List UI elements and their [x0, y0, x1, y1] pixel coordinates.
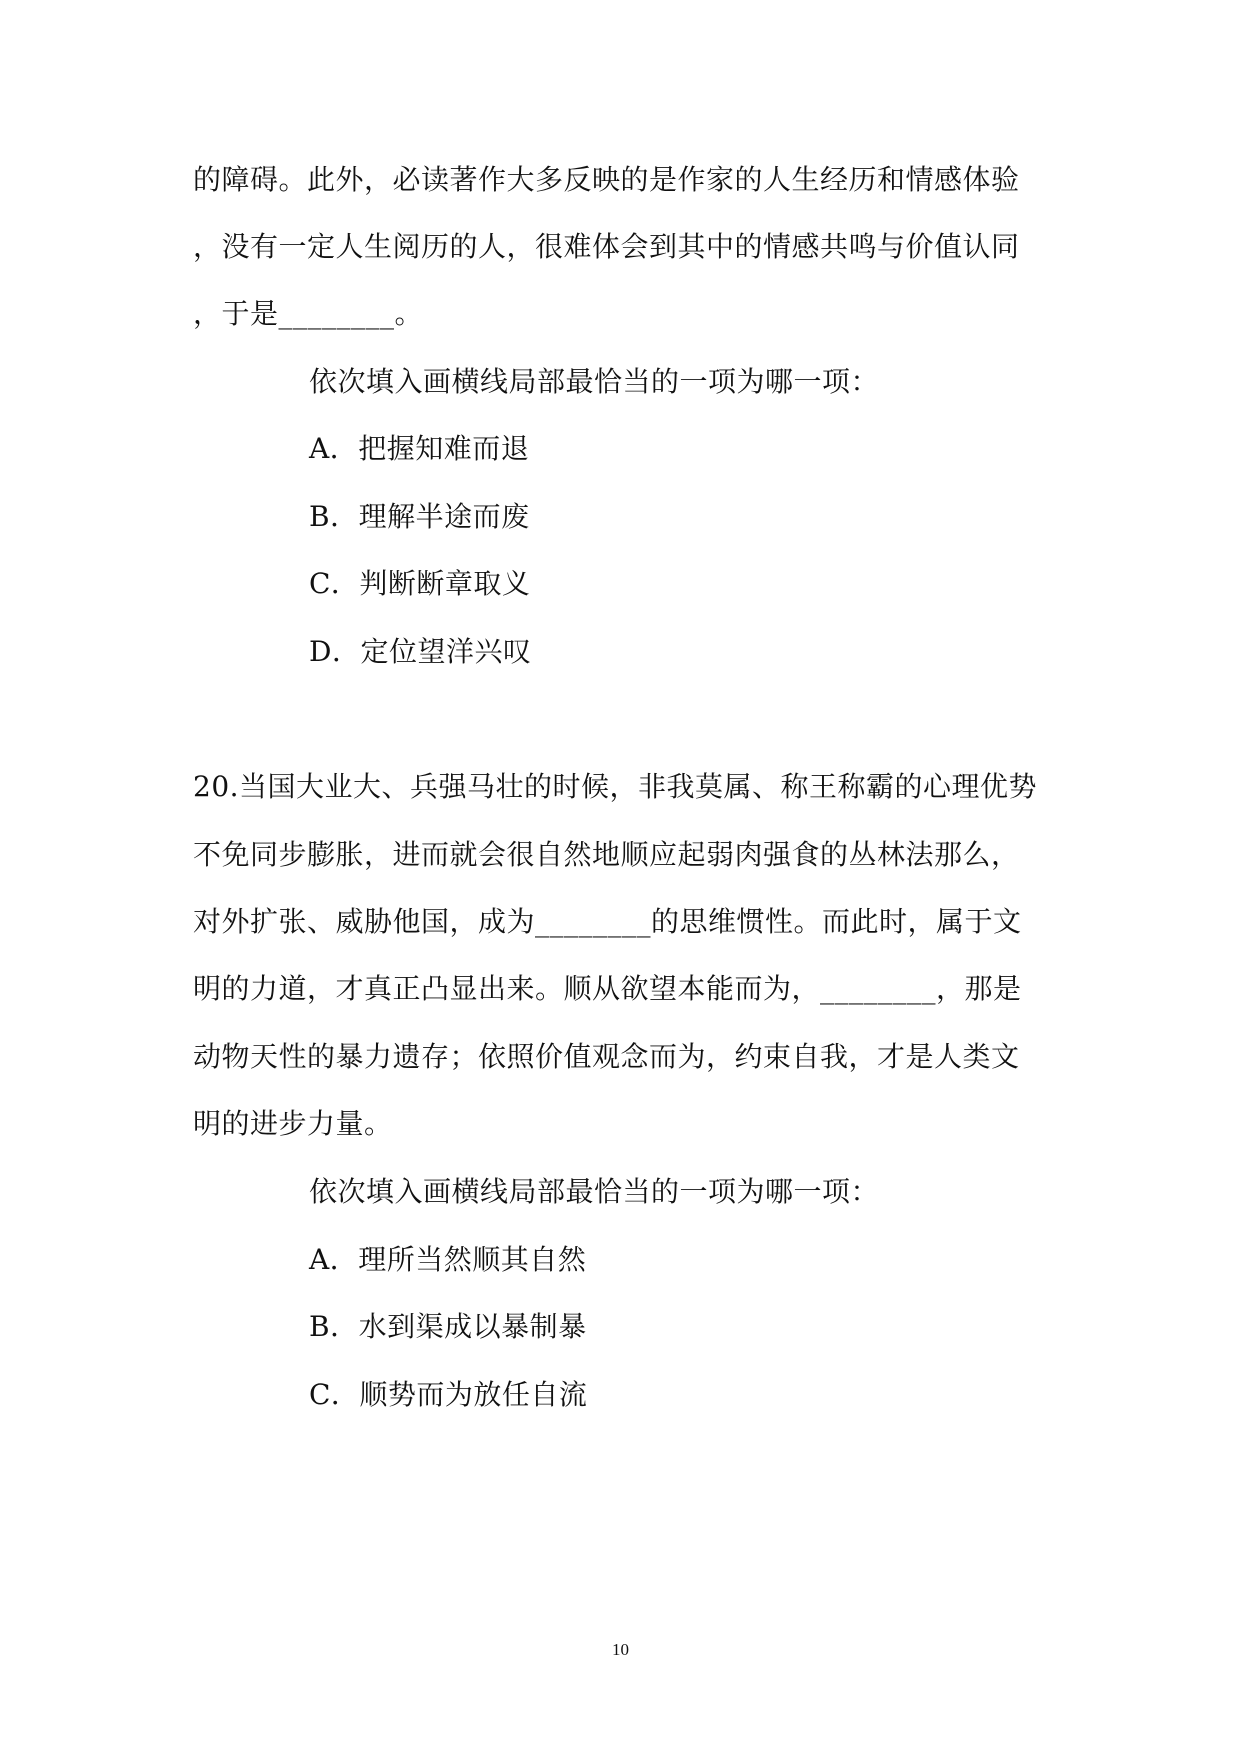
q20-text-line-1: 20.当国大业大、兵强马壮的时候，非我莫属、称王称霸的心理优势 [193, 770, 1038, 803]
q20-option-a: A．理所当然顺其自然 [309, 1243, 587, 1276]
q19-text-line-1: 的障碍。此外，必读著作大多反映的是作家的人生经历和情感体验 [193, 163, 1020, 196]
q19-option-c: C．判断断章取义 [309, 567, 531, 600]
q20-text-line-6: 明的进步力量。 [193, 1107, 393, 1140]
page-number: 10 [612, 1640, 629, 1659]
q20-option-c: C．顺势而为放任自流 [309, 1378, 588, 1411]
q19-text-line-3: ，于是________。 [193, 297, 424, 330]
q20-text-line-5: 动物天性的暴力遗存；依照价值观念而为，约束自我，才是人类文 [193, 1040, 1020, 1073]
q19-prompt: 依次填入画横线局部最恰当的一项为哪一项： [309, 365, 880, 398]
q20-text-line-2: 不免同步膨胀，进而就会很自然地顺应起弱肉强食的丛林法那么， [193, 838, 1020, 871]
q19-option-d: D．定位望洋兴叹 [309, 635, 532, 668]
q19-option-b: B．理解半途而废 [309, 500, 530, 533]
q20-prompt: 依次填入画横线局部最恰当的一项为哪一项： [309, 1175, 880, 1208]
q20-text-line-4: 明的力道，才真正凸显出来。顺从欲望本能而为，________，那是 [193, 972, 1022, 1005]
q20-text-line-3: 对外扩张、威胁他国，成为________的思维惯性。而此时，属于文 [193, 905, 1022, 938]
q20-option-b: B．水到渠成以暴制暴 [309, 1310, 587, 1343]
q19-text-line-2: ，没有一定人生阅历的人，很难体会到其中的情感共鸣与价值认同 [193, 230, 1020, 263]
q19-option-a: A．把握知难而退 [309, 432, 530, 465]
